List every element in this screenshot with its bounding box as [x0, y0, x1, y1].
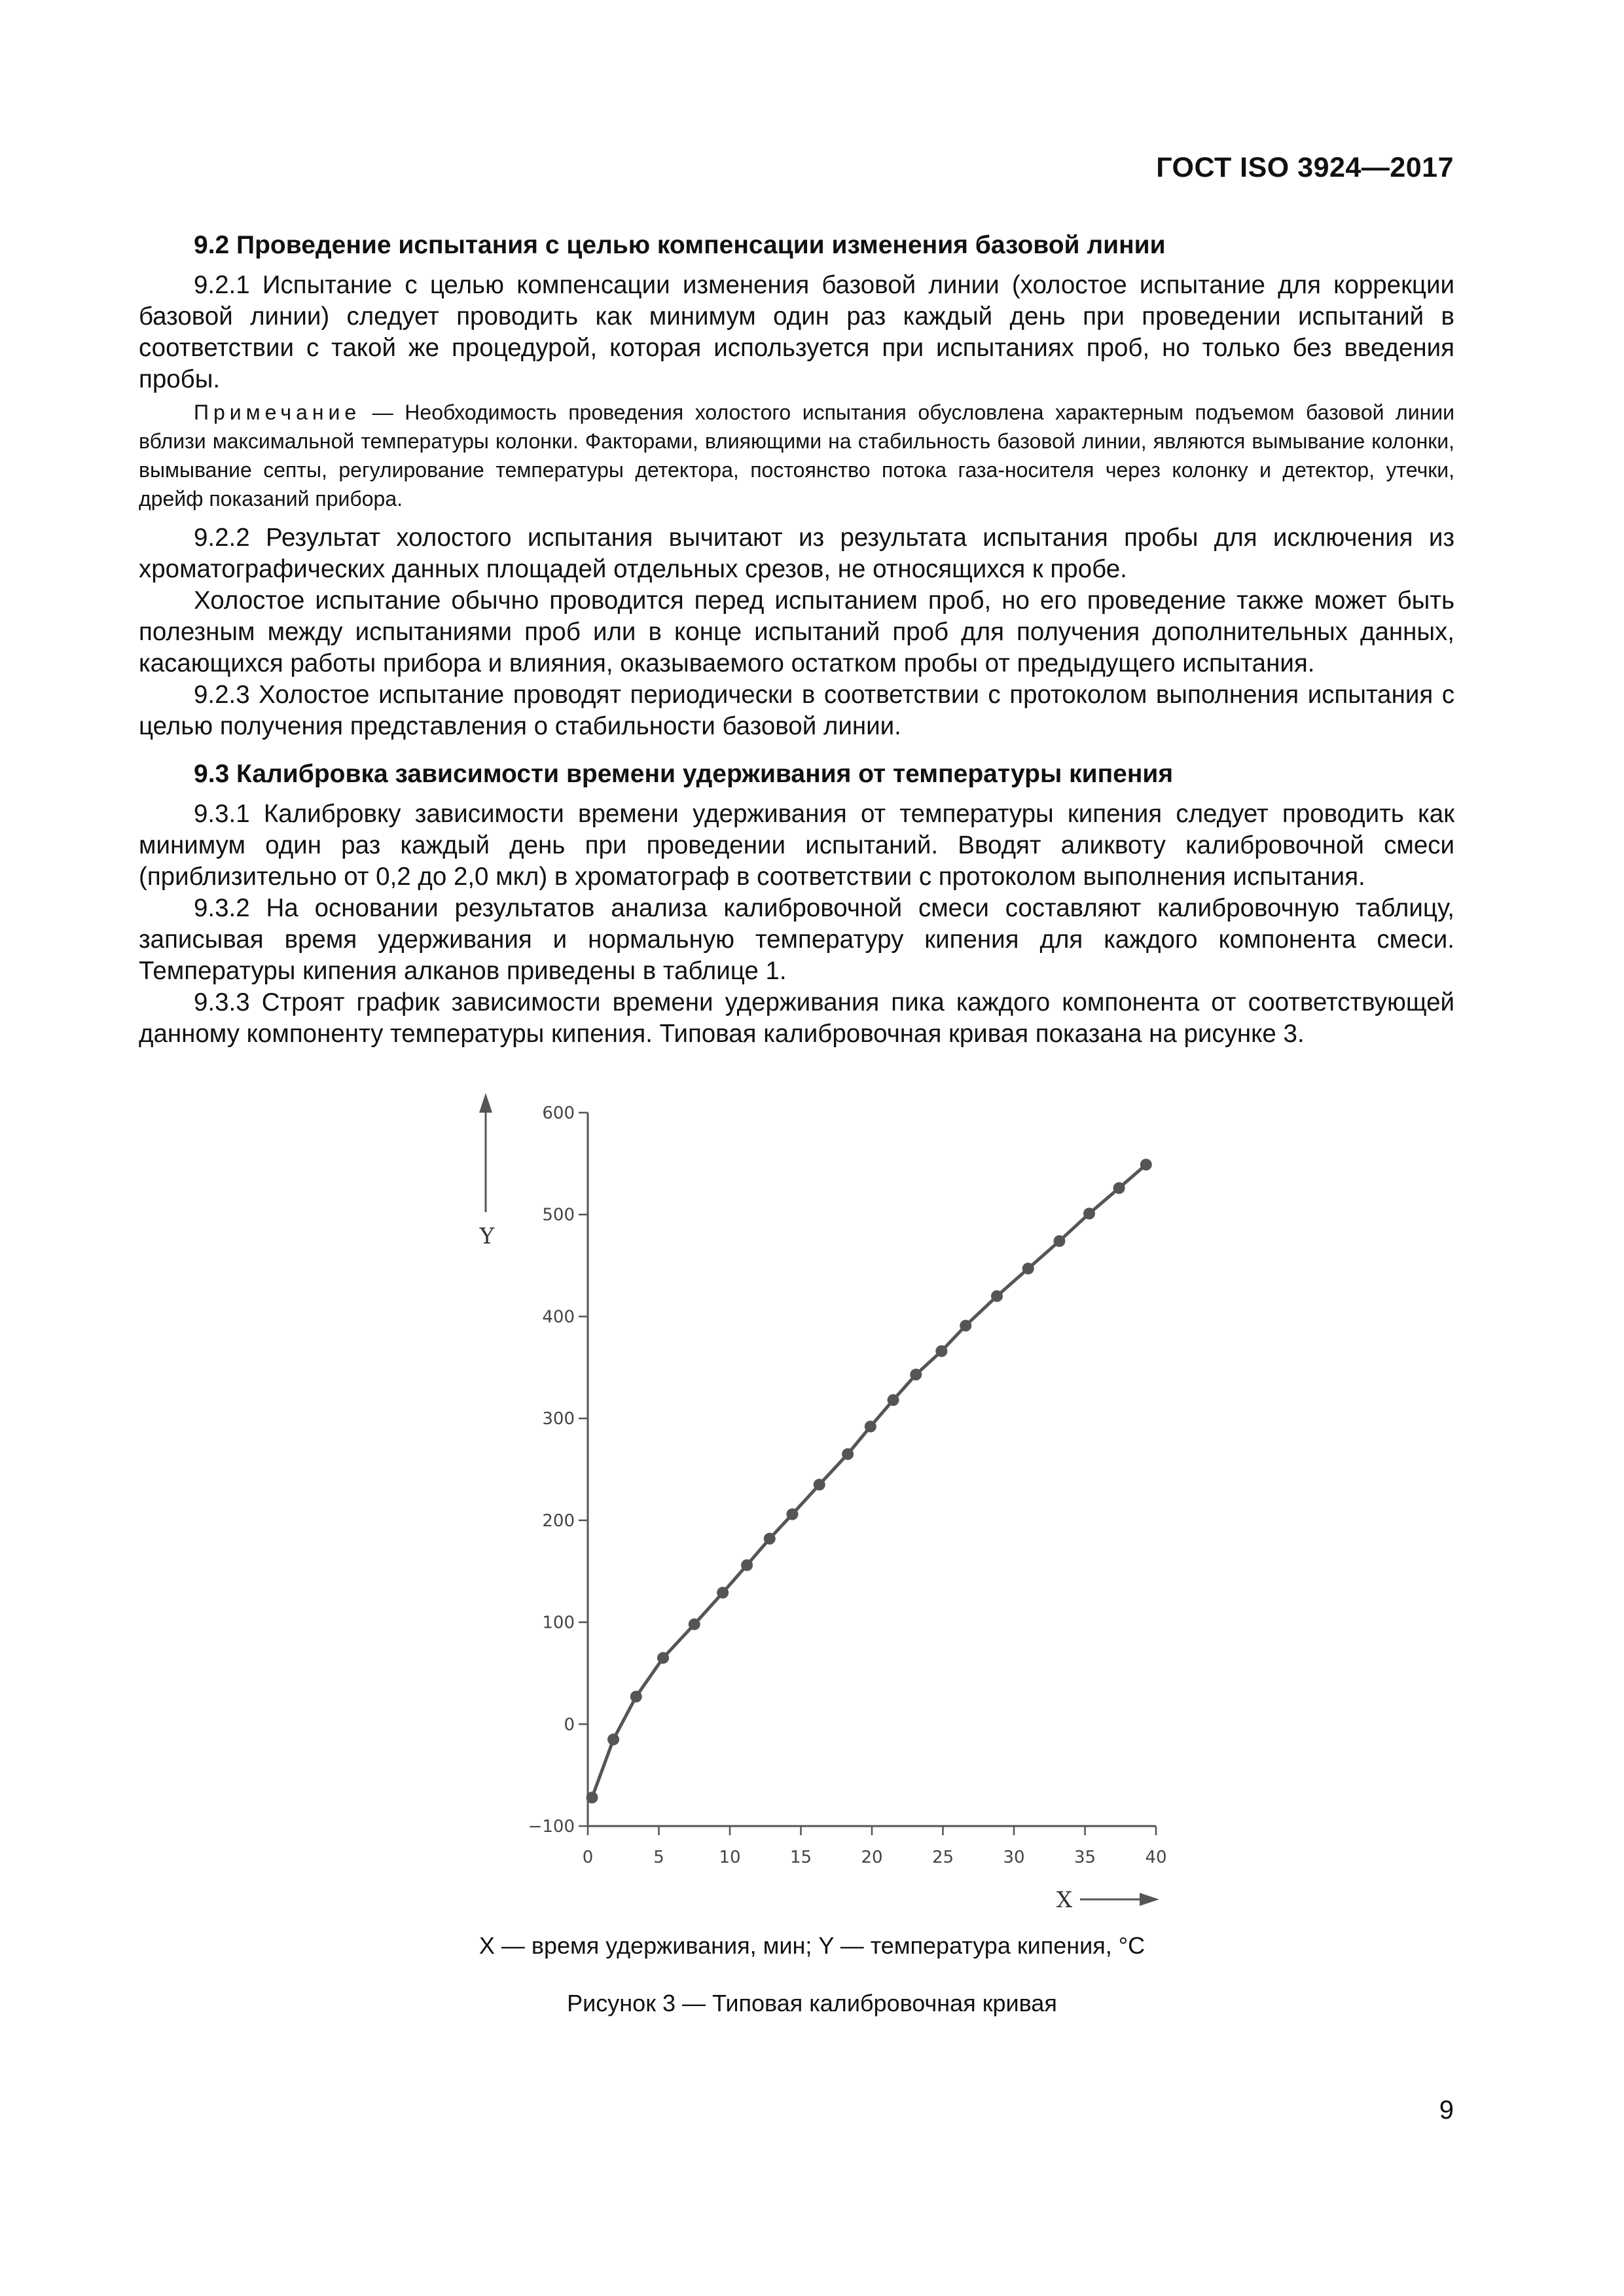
y-tick-label: 0	[564, 1715, 575, 1735]
y-tick-label: 600	[542, 1103, 575, 1123]
data-point	[935, 1345, 947, 1357]
x-tick-label: 5	[653, 1848, 664, 1867]
data-point	[814, 1479, 825, 1490]
paragraph-9-3-1: 9.3.1 Калибровку зависимости времени удерживания от температуры кипения следует проводить как минимум один раз каждый день при проведении испытаний. Вводят аликвоту калибровочной смеси (приблизительно от 0,2 до 2,0 мкл) в хроматограф в соответствии с протоколом выполнения испытания.	[139, 800, 1454, 891]
data-point	[607, 1734, 619, 1746]
data-point	[991, 1290, 1003, 1302]
calibration-curve-line	[592, 1164, 1146, 1797]
data-point	[865, 1421, 876, 1433]
paragraph-9-2-2: 9.2.2 Результат холостого испытания вычитают из результата испытания пробы для исключения из хроматографических данных площадей отдельных срезов, не относящихся к пробе.	[139, 524, 1454, 583]
y-tick-label: 400	[542, 1307, 575, 1327]
data-point	[764, 1533, 776, 1545]
x-tick-label: 10	[719, 1848, 741, 1867]
note-label: Примечание	[194, 401, 361, 424]
data-point	[657, 1652, 669, 1664]
chart-axes	[479, 1093, 1159, 1913]
section-heading-9-3: 9.3 Калибровка зависимости времени удерживания от температуры кипения	[194, 760, 1174, 788]
chart-curve	[592, 1164, 1146, 1797]
y-tick-label: 300	[542, 1409, 575, 1429]
data-point	[1022, 1263, 1034, 1274]
y-tick-label: 200	[542, 1511, 575, 1531]
x-tick-label: 40	[1145, 1848, 1167, 1867]
chart-ticks	[528, 1103, 1167, 1867]
chart-points	[586, 1158, 1152, 1803]
figure-3	[0, 1093, 1624, 1918]
y-axis-arrow-head	[479, 1093, 492, 1113]
paragraph-9-3-3: 9.3.3 Строят график зависимости времени удерживания пика каждого компонента от соответствующей данному компоненту температуры кипения. Типовая калибровочная кривая показана на рисунке 3.	[139, 988, 1454, 1048]
y-tick-label: 500	[542, 1205, 575, 1225]
paragraph-9-2-3: 9.2.3 Холостое испытание проводят периодически в соответствии с протоколом выполнения испытания с целью получения представления о стабильности базовой линии.	[139, 681, 1454, 740]
data-point	[910, 1369, 922, 1380]
page-number: 9	[1439, 2096, 1454, 2125]
data-point	[586, 1791, 598, 1803]
paragraph-9-3-2: 9.3.2 На основании результатов анализа калибровочной смеси составляют калибровочную таблицу, записывая время удерживания и нормальную температуру кипения для каждого компонента смеси. Температуры кипения алканов приведены в таблице 1.	[139, 894, 1454, 985]
section-heading-9-2: 9.2 Проведение испытания с целью компенсации изменения базовой линии	[194, 231, 1166, 259]
data-point	[1053, 1235, 1065, 1247]
x-tick-label: 20	[861, 1848, 883, 1867]
standard-designation: ГОСТ ISO 3924—2017	[1156, 152, 1454, 183]
y-tick-label: 100	[542, 1613, 575, 1633]
data-point	[741, 1559, 753, 1571]
data-point	[1140, 1158, 1152, 1170]
data-point	[888, 1394, 899, 1406]
y-tick-label: −100	[528, 1817, 575, 1837]
x-axis-arrow-head	[1140, 1893, 1159, 1906]
x-tick-label: 0	[582, 1848, 594, 1867]
calibration-chart	[0, 1093, 1624, 1918]
figure-caption: Рисунок 3 — Типовая калибровочная кривая	[567, 1990, 1057, 2017]
x-tick-label: 15	[789, 1848, 812, 1867]
x-tick-label: 35	[1074, 1848, 1096, 1867]
paragraph-9-2-1: 9.2.1 Испытание с целью компенсации изменения базовой линии (холостое испытание для коррекции базовой линии) следует проводить как минимум один раз каждый день при проведении испытаний в соответствии с такой же процедурой, которая используется при испытаниях проб, но только без введения пробы.	[139, 271, 1454, 393]
document-body	[139, 229, 1454, 1050]
x-tick-label: 25	[931, 1848, 954, 1867]
data-point	[1113, 1182, 1125, 1194]
figure-legend: X — время удерживания, мин; Y — температура кипения, °С	[478, 1932, 1146, 1959]
data-point	[786, 1509, 798, 1520]
data-point	[717, 1587, 729, 1598]
x-tick-label: 30	[1003, 1848, 1025, 1867]
y-axis-label: Y	[479, 1223, 495, 1249]
data-point	[630, 1691, 642, 1702]
x-axis-label: X	[1056, 1887, 1073, 1913]
note-text: — Необходимость проведения холостого испытания обусловлена характерным подъемом базовой линии вблизи максимальной температуры колонки. Факторами, влияющими на стабильность базовой линии, являются вымывание колонки, вымывание септы, регулирование температуры детектора, постоянство потока газа-носителя через колонку и детектор, утечки, дрейф показаний прибора.	[139, 401, 1454, 511]
data-point	[1083, 1208, 1095, 1219]
data-point	[842, 1448, 854, 1460]
data-point	[960, 1319, 971, 1331]
note	[139, 398, 1454, 513]
data-point	[689, 1619, 700, 1630]
paragraph-9-2-2-continued: Холостое испытание обычно проводится перед испытанием проб, но его проведение также может быть полезным между испытаниями проб или в конце испытаний проб для получения дополнительных данных, касающихся работы прибора и влияния, оказываемого остатком пробы от предыдущего испытания.	[139, 586, 1454, 677]
